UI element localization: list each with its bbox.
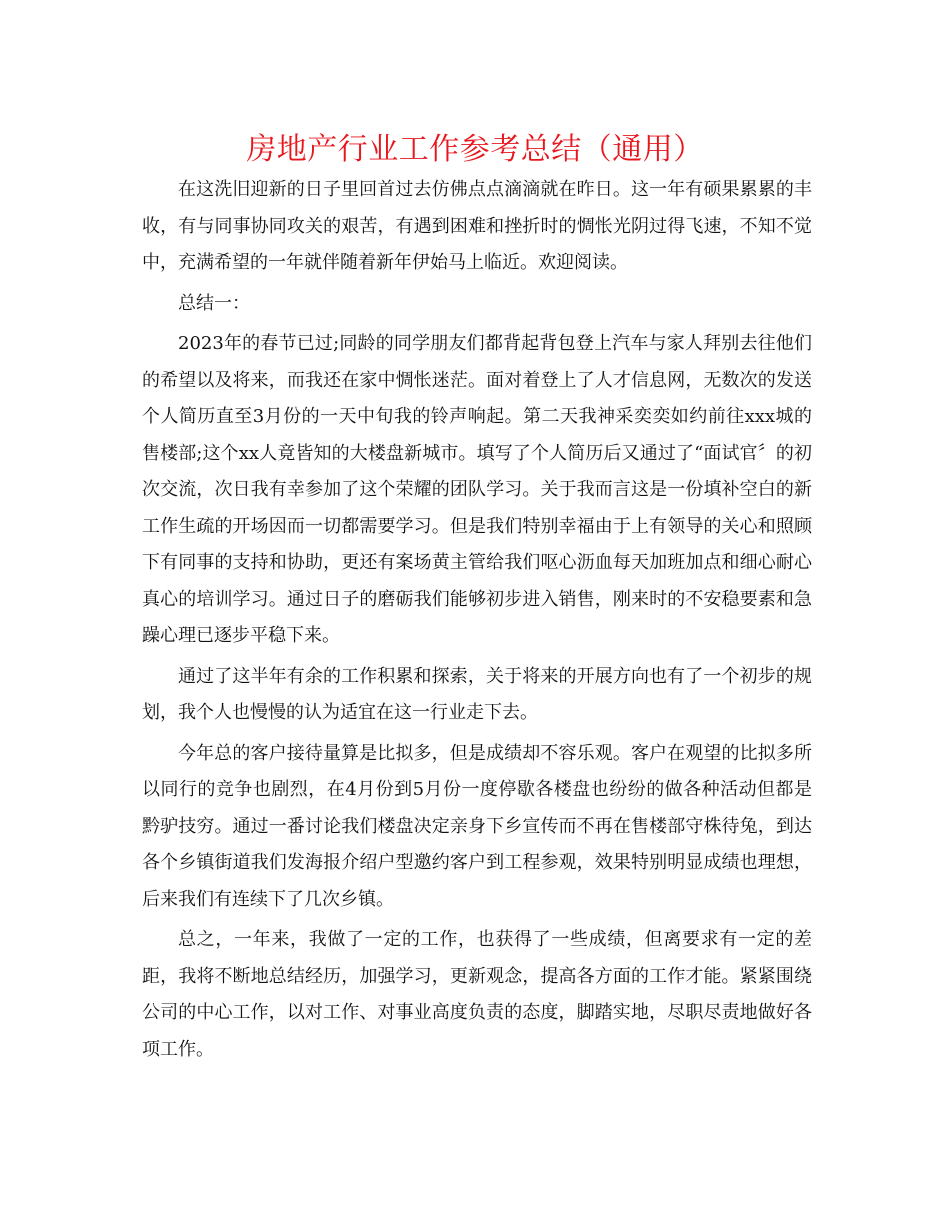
paragraph-customers: 今年总的客户接待量算是比拟多，但是成绩却不容乐观。客户在观望的比拟多所以同行的竞争也剧烈，在4月份到5月份一度停歇各楼盘也纷纷的做各种活动但都是黔驴技穷。通过一番讨论我们楼盘决定亲身下乡宣传而不再在售楼部守株待兔，到达各个乡镇街道我们发海报介绍户型邀约客户到工程参观，效果特别明显成绩也理想，后来我们有连续下了几次乡镇。	[142, 742, 812, 910]
paragraph-planning: 通过了这半年有余的工作积累和探索，关于将来的开展方向也有了一个初步的规划，我个人也慢慢的认为适宜在这一行业走下去。	[142, 665, 812, 723]
document-title: 房地产行业工作参考总结（通用）	[246, 132, 704, 167]
paragraph-conclusion: 总之，一年来，我做了一定的工作，也获得了一些成绩，但离要求有一定的差距，我将不断地总结经历，加强学习，更新观念，提高各方面的工作才能。紧紧围绕公司的中心工作，以对工作、对事业高度负责的态度，脚踏实地，尽职尽责地做好各项工作。	[142, 929, 812, 1060]
paragraph-intro: 在这洗旧迎新的日子里回首过去仿佛点点滴滴就在昨日。这一年有硕果累累的丰收，有与同事协同攻关的艰苦，有遇到困难和挫折时的惆怅光阴过得飞速，不知不觉中，充满希望的一年就伴随着新年伊始马上临近。欢迎阅读。	[142, 179, 812, 273]
paragraph-spring-festival: 2023年的春节已过;同龄的同学朋友们都背起背包登上汽车与家人拜别去往他们的希望以及将来，而我还在家中惆怅迷茫。面对着登上了人才信息网，无数次的发送个人简历直至3月份的一天中旬我的铃声响起。第二天我神采奕奕如约前往xxx城的售楼部;这个xx人竟皆知的大楼盘新城市。填写了个人简历后又通过了“面试官〞的初次交流，次日我有幸参加了这个荣耀的团队学习。关于我而言这是一份填补空白的新工作生疏的开场因而一切都需要学习。但是我们特别幸福由于上有领导的关心和照顾下有同事的支持和协助，更还有案场黄主管给我们呕心沥血每天加班加点和细心耐心真心的培训学习。通过日子的磨砺我们能够初步进入销售，刚来时的不安稳要素和急躁心理已逐步平稳下来。	[142, 333, 812, 646]
paragraph-section-heading: 总结一：	[178, 292, 250, 314]
document-body	[142, 172, 812, 1072]
